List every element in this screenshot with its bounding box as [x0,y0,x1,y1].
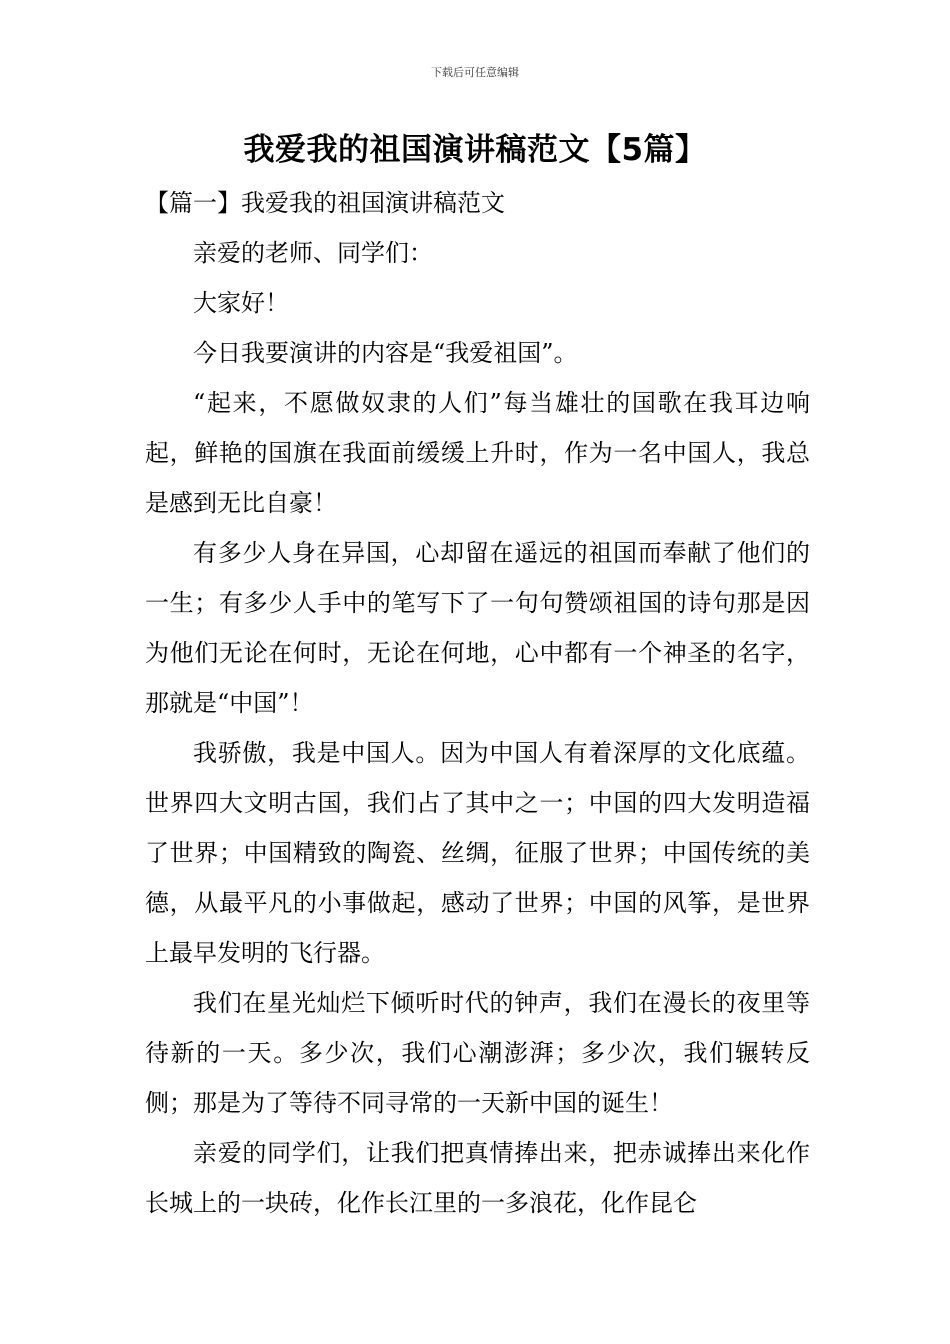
paragraph-greeting: 大家好！ [193,289,289,317]
paragraph-pride: 我骄傲，我是中国人。因为中国人有着深厚的文化底蕴。世界四大文明古国，我们占了其中之一；中国的四大发明造福了世界；中国精致的陶瓷、丝绸，征服了世界；中国传统的美德，从最平凡的小事做起，感动了世界；中国的风筝，是世界上最早发明的飞行器。 [145,739,810,967]
paragraph-topic: 今日我要演讲的内容是“我爱祖国”。 [193,339,578,367]
paragraph-abroad: 有多少人身在异国，心却留在遥远的祖国而奉献了他们的一生；有多少人手中的笔写下了一句句赞颂祖国的诗句那是因为他们无论在何时，无论在何地，心中都有一个神圣的名字，那就是“中国”！ [145,539,810,717]
document-body [145,178,810,1228]
page-header-note: 下载后可任意编辑 [431,66,519,79]
document-title: 我爱我的祖国演讲稿范文【5篇】 [243,132,707,168]
paragraph-waiting: 我们在星光灿烂下倾听时代的钟声，我们在漫长的夜里等待新的一天。多少次，我们心潮澎湃；多少次，我们辗转反侧；那是为了等待不同寻常的一天新中国的诞生！ [145,989,810,1117]
paragraph-anthem: “起来，不愿做奴隶的人们”每当雄壮的国歌在我耳边响起，鲜艳的国旗在我面前缓缓上升时，作为一名中国人，我总是感到无比自豪！ [145,389,810,517]
paragraph-closing: 亲爱的同学们，让我们把真情捧出来，把赤诚捧出来化作长城上的一块砖，化作长江里的一多浪花，化作昆仑 [145,1139,810,1217]
section-heading: 【篇一】我爱我的祖国演讲稿范文 [145,189,505,217]
paragraph-salutation: 亲爱的老师、同学们： [193,239,433,267]
